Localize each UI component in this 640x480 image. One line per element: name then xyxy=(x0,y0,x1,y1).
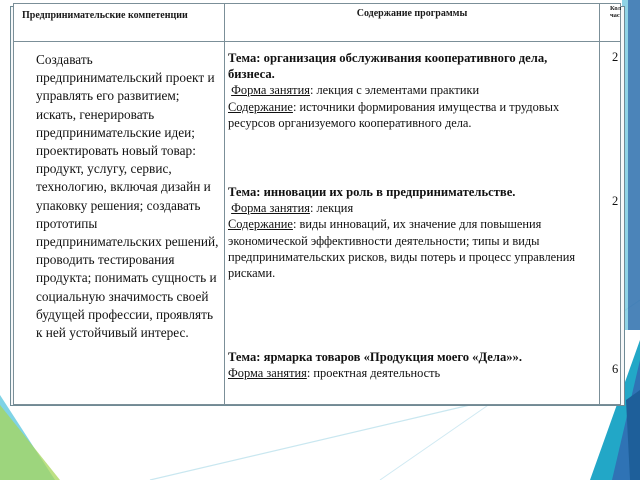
topic-1-form xyxy=(228,82,595,98)
topic-3 xyxy=(228,349,595,381)
topic-3-form-label: Форма занятия xyxy=(228,366,307,381)
program-cell xyxy=(225,42,600,405)
topic-2-title: Тема: инновации их роль в предпринимательстве. xyxy=(228,185,516,199)
header-competencies: Предпринимательские компетенции xyxy=(14,4,225,42)
table-header-row xyxy=(14,4,621,42)
topic-2 xyxy=(228,184,595,281)
topic-2-content-text: : виды инноваций, их значение для повышения экономической эффективности деятельности; типы и виды предпринимательских рисков, виды потерь и процесс управления рисками. xyxy=(228,217,576,281)
topic-1-form-text: : лекция с элементами практики xyxy=(309,83,480,98)
topic-1-hours: 2 xyxy=(612,50,619,64)
topic-2-content xyxy=(228,216,595,281)
topic-3-form xyxy=(228,365,595,381)
header-program: Содержание программы xyxy=(225,4,600,42)
topic-2-hours: 2 xyxy=(612,194,619,208)
bg-right-strip xyxy=(628,0,640,330)
topic-2-form xyxy=(228,200,595,216)
topic-1-title: Тема: организация обслуживания кооперативного дела, бизнеса. xyxy=(228,51,548,82)
competencies-cell: Создавать предпринимательский проект и управлять его развитием; искать, генерировать предпринимательские идеи; проектировать новый товар: продукт, услугу, сервис, технологию, включая дизайн и упаковку решения; создавать прототипы предпринимательских решений, проводить тестирования продукта; понимать сущность и социальную значимость своей будущей профессии, проявлять к ней устойчивый интерес. xyxy=(14,42,225,405)
topic-1 xyxy=(228,50,595,131)
topic-2-form-text: : лекция xyxy=(309,201,354,216)
bg-green-triangle xyxy=(0,405,60,480)
topic-3-form-text: : проектная деятельность xyxy=(306,366,441,381)
program-table xyxy=(13,3,621,405)
topic-2-content-label: Содержание xyxy=(228,217,293,232)
topic-1-form-label: Форма занятия xyxy=(231,83,310,98)
bg-line-1 xyxy=(150,405,470,480)
header-hours: Кол час xyxy=(600,4,621,42)
topic-1-content-label: Содержание xyxy=(228,99,293,114)
topic-2-form-label: Форма занятия xyxy=(231,201,310,216)
table-body-row xyxy=(14,42,621,405)
topic-1-content-text: : источники формирования имущества и трудовых ресурсов организуемого кооперативного дела. xyxy=(228,99,560,130)
topic-3-title: Тема: ярмарка товаров «Продукция моего «Дела»». xyxy=(228,350,522,364)
hours-cell xyxy=(600,42,621,405)
topic-1-content xyxy=(228,99,595,131)
topic-3-hours: 6 xyxy=(612,362,619,376)
